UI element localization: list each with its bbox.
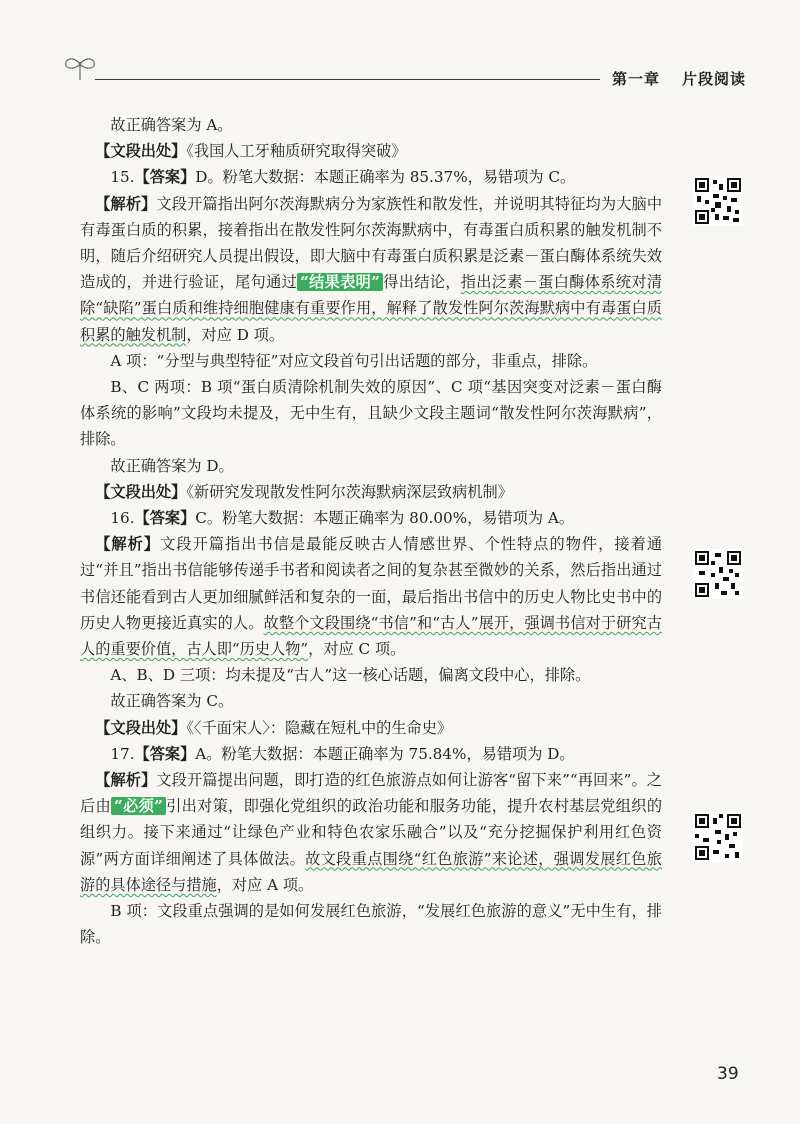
answer-text: D。粉笔大数据：本题正确率为 85.37%，易错项为 C。 <box>195 168 576 187</box>
answer-explanations <box>80 112 662 951</box>
chapter-label: 第一章 <box>612 70 661 88</box>
text: 文段开篇指出书信是最能反映古人情感世界、个性特点的物件，接着通过“并且”指出书信能够传递手书者和阅读者之间的复杂甚至微妙的关系，然后指出通过书信还能看到古人更加细腻鲜活和复杂的一面，最后指出书信中的历史人物比史书中的历史人物更接近真实的人。 <box>80 535 663 632</box>
text: 文段开篇提出问题，即打造的红色旅游点如何让游客“留下来”“再回来”。之后由 <box>80 771 662 816</box>
answer-text: A。粉笔大数据：本题正确率为 75.84%，易错项为 D。 <box>195 744 575 763</box>
analysis-16 <box>80 531 662 662</box>
question-number: 16. <box>110 509 135 528</box>
text: B 项：文段重点强调的是如何发展红色旅游，“发展红色旅游的意义”无中生有，排除。 <box>80 902 662 947</box>
answer-label: 【答案】 <box>134 744 196 763</box>
answer-line-16 <box>80 505 662 531</box>
paragraph <box>80 662 662 688</box>
source-label: 【文段出处】 <box>95 482 187 501</box>
text: A、B、D 三项：均未提及“古人”这一核心话题，偏离文段中心，排除。 <box>110 666 591 685</box>
question-number: 17. <box>110 744 135 763</box>
answer-text: C。粉笔大数据：本题正确率为 80.00%，易错项为 A。 <box>195 509 575 528</box>
text: 文段开篇指出阿尔茨海默病分为家族性和散发性，并说明其特征均为大脑中有毒蛋白质的积累，接着指出在散发性阿尔茨海默病中，有毒蛋白质积累的触发机制不明，随后介绍研究人员提出假设，即大脑中有毒蛋白质积累是泛素－蛋白酶体系统失效造成的，并进行验证，尾句通过 <box>80 194 663 292</box>
paragraph <box>80 112 662 138</box>
analysis-label: 【解析】 <box>95 194 157 213</box>
answer-line-17 <box>80 741 662 767</box>
text: ，对应 D 项。 <box>186 325 285 344</box>
qr-code-icon <box>693 176 743 226</box>
source-line <box>80 479 662 505</box>
paragraph <box>80 688 662 714</box>
source-title: 《我国人工牙釉质研究取得突破》 <box>186 142 407 161</box>
paragraph <box>80 348 662 374</box>
analysis-15 <box>80 191 662 348</box>
page-header <box>0 0 800 100</box>
wavy-underlined-text: 故文段重点围绕“红色旅游”来论述，强调发展红色旅游的具体途径与措施 <box>80 849 662 894</box>
source-title: 《〈千面宋人〉：隐藏在短札中的生命史》 <box>186 718 453 737</box>
source-line <box>80 138 662 164</box>
source-title: 《新研究发现散发性阿尔茨海默病深层致病机制》 <box>186 482 513 501</box>
paragraph <box>80 374 662 453</box>
answer-label: 【答案】 <box>134 168 196 187</box>
paragraph <box>80 898 662 950</box>
highlight-keyword: “必须” <box>111 797 166 815</box>
source-label: 【文段出处】 <box>95 718 187 737</box>
qr-code-icon <box>693 549 743 599</box>
sprout-icon <box>60 52 100 82</box>
highlight-keyword: “结果表明” <box>297 273 383 291</box>
source-line <box>80 715 662 741</box>
text: A 项：“分型与典型特征”对应文段首句引出话题的部分，非重点，排除。 <box>110 351 598 370</box>
text: ，对应 A 项。 <box>216 875 314 894</box>
analysis-label: 【解析】 <box>95 535 161 554</box>
text: 故正确答案为 D。 <box>110 456 234 475</box>
text: 得出结论， <box>382 273 461 292</box>
question-number: 15. <box>110 168 135 187</box>
text: 故正确答案为 C。 <box>110 692 234 711</box>
text: ，对应 C 项。 <box>308 640 406 659</box>
header-rule <box>95 79 600 80</box>
section-label: 片段阅读 <box>682 70 747 88</box>
analysis-17 <box>80 767 662 898</box>
chapter-title <box>612 68 746 89</box>
paragraph <box>80 453 662 479</box>
answer-label: 【答案】 <box>134 509 196 528</box>
text: 故正确答案为 A。 <box>110 116 233 134</box>
text: B、C 两项：B 项“蛋白质清除机制失效的原因”、C 项“基因突变对泛素－蛋白酶体系统的影响”文段均未提及，无中生有，且缺少文段主题词“散发性阿尔茨海默病”，排除。 <box>80 378 662 449</box>
wavy-underlined-text: 故整个文段围绕“书信”和“古人”展开，强调书信对于研究古人的重要价值，古人即“历史人物” <box>80 613 663 659</box>
answer-line-15 <box>80 164 662 190</box>
page-number: 39 <box>717 1064 739 1084</box>
wavy-underlined-text: 指出泛素－蛋白酶体系统对清除“缺陷”蛋白质和维持细胞健康有重要作用，解释了散发性阿尔茨海默病中有毒蛋白质积累的触发机制 <box>80 273 663 344</box>
qr-code-icon <box>693 812 743 862</box>
analysis-label: 【解析】 <box>95 771 157 790</box>
text: 引出对策，即强化党组织的政治功能和服务功能，提升农村基层党组织的组织力。接下来通过“让绿色产业和特色农家乐融合”以及“充分挖掘保护利用红色资源”两方面详细阐述了具体做法。 <box>80 797 663 868</box>
source-label: 【文段出处】 <box>95 142 187 161</box>
